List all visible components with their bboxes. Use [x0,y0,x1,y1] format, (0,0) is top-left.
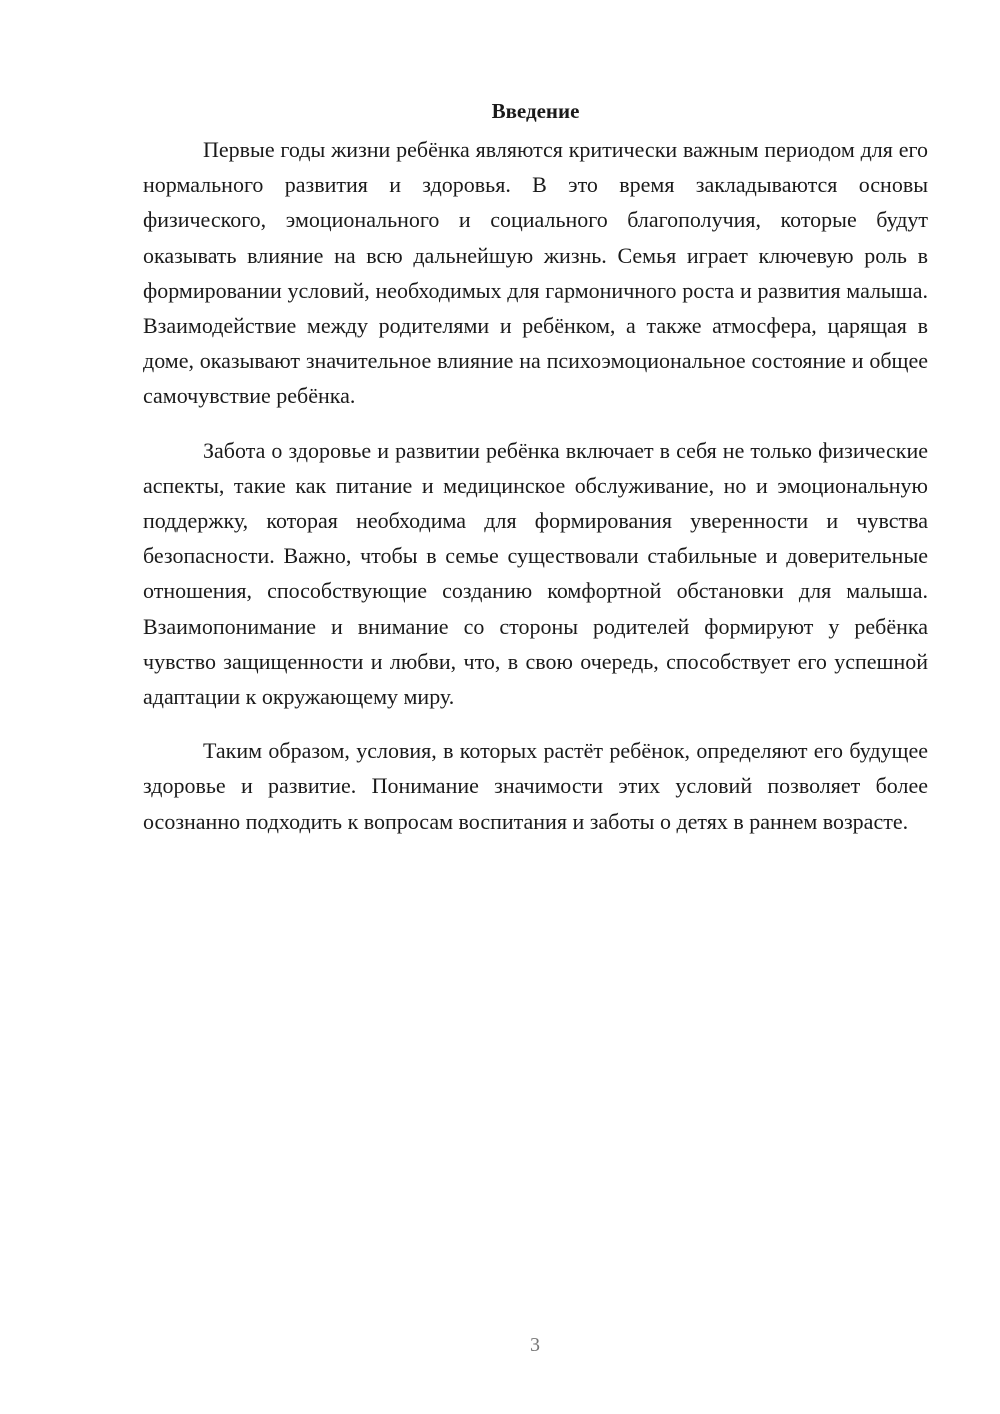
paragraph-2: Забота о здоровье и развитии ребёнка включает в себя не только физические аспекты, такие как питание и медицинское обслуживание, но и эмоциональную поддержку, которая необходима для формирования уверенности и чувства безопасности. Важно, чтобы в семье существовали стабильные и доверительные отношения, способствующие созданию комфортной обстановки для малыша. Взаимопонимание и внимание со стороны родителей формируют у ребёнка чувство защищенности и любви, что, в свою очередь, способствует его успешной адаптации к окружающему миру. [143,437,928,710]
page-content [143,96,928,858]
page-number: 3 [530,1334,540,1356]
section-heading: Введение [491,99,580,123]
paragraph-1: Первые годы жизни ребёнка являются критически важным периодом для его нормального развития и здоровья. В это время закладываются основы физического, эмоционального и социального благополучия, которые будут оказывать влияние на всю дальнейшую жизнь. Семья играет ключевую роль в формировании условий, необходимых для гармоничного роста и развития малыша. Взаимодействие между родителями и ребёнком, а также атмосфера, царящая в доме, оказывают значительное влияние на психоэмоциональное состояние и общее самочувствие ребёнка. [143,137,928,409]
paragraph-3: Таким образом, условия, в которых растёт ребёнок, определяют его будущее здоровье и развитие. Понимание значимости этих условий позволяет более осознанно подходить к вопросам воспитания и заботы о детях в раннем возрасте. [143,738,928,834]
